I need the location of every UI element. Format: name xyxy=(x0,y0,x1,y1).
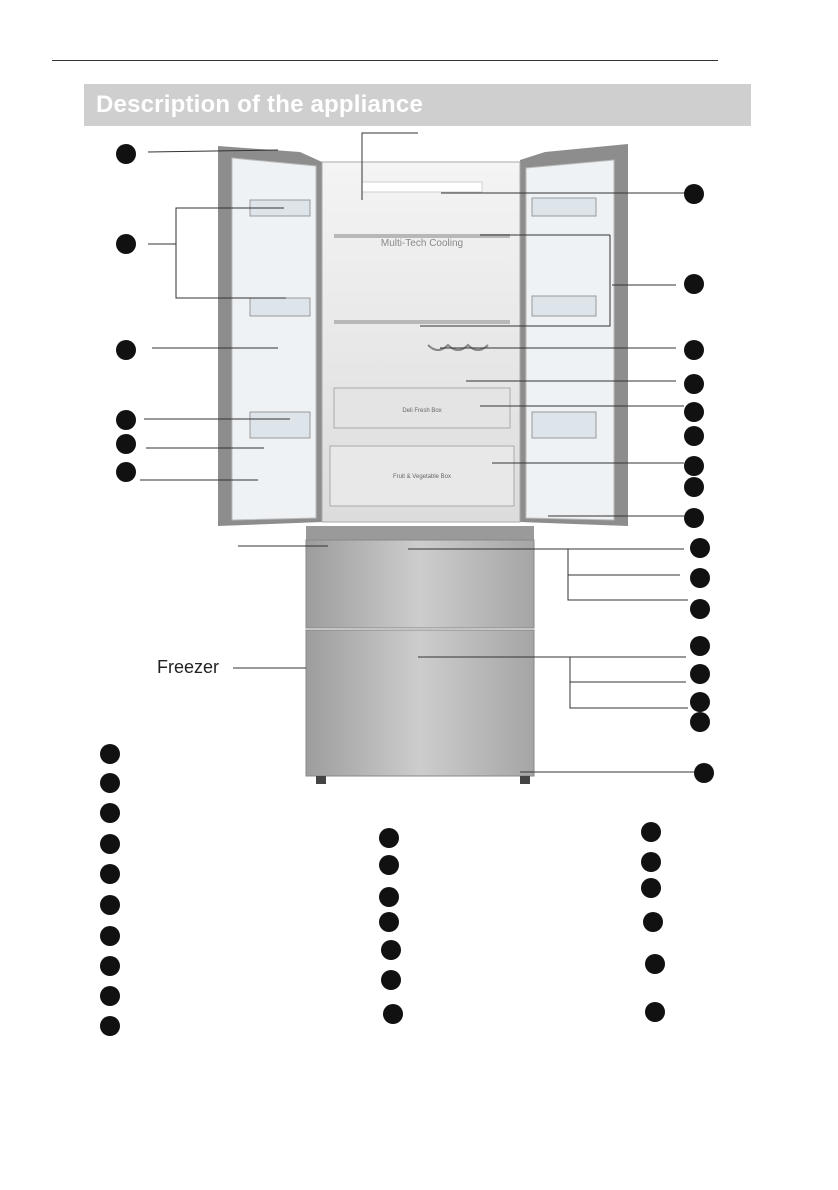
legend-marker xyxy=(381,970,401,990)
legend-marker xyxy=(645,954,665,974)
legend-marker xyxy=(641,878,661,898)
legend-marker xyxy=(641,852,661,872)
legend-marker xyxy=(100,926,120,946)
page-title: Description of the appliance xyxy=(96,91,423,118)
legend-marker xyxy=(641,822,661,842)
middle-drawer xyxy=(306,540,534,628)
callout-marker xyxy=(690,712,710,732)
legend-marker xyxy=(100,744,120,764)
callout-marker xyxy=(684,477,704,497)
right-door-shelf-1 xyxy=(532,198,596,216)
divider-hinge xyxy=(306,526,534,540)
foot-right xyxy=(520,776,530,784)
callout-marker xyxy=(116,234,136,254)
legend-marker xyxy=(100,986,120,1006)
legend-marker xyxy=(100,895,120,915)
left-door xyxy=(218,146,322,526)
legend-marker xyxy=(100,864,120,884)
callout-marker xyxy=(116,434,136,454)
callout-marker xyxy=(116,462,136,482)
right-door-shelf-2 xyxy=(532,296,596,316)
callout-marker xyxy=(684,508,704,528)
fridge-interior xyxy=(322,162,520,522)
right-door xyxy=(520,144,628,526)
legend-marker xyxy=(645,1002,665,1022)
legend-marker xyxy=(100,1016,120,1036)
callout-marker xyxy=(690,636,710,656)
callout-marker xyxy=(116,410,136,430)
freezer-drawer xyxy=(306,630,534,776)
callout-marker xyxy=(690,568,710,588)
callout-marker xyxy=(684,374,704,394)
legend-marker xyxy=(379,855,399,875)
legend-marker xyxy=(379,887,399,907)
callout-marker xyxy=(684,456,704,476)
legend-marker xyxy=(643,912,663,932)
callout-marker xyxy=(684,402,704,422)
legend-marker xyxy=(383,1004,403,1024)
crisper-drawer-text: Fruit & Vegetable Box xyxy=(392,474,452,480)
deli-drawer-text: Deli Fresh Box xyxy=(402,408,442,414)
left-door-shelf-3 xyxy=(250,412,310,438)
callout-marker xyxy=(690,664,710,684)
legend-marker xyxy=(379,828,399,848)
multi-tech-text: Multi-Tech Cooling xyxy=(380,238,464,249)
callout-marker xyxy=(684,184,704,204)
callout-marker xyxy=(690,538,710,558)
right-door-shelf-3 xyxy=(532,412,596,438)
legend-marker xyxy=(100,773,120,793)
callout-marker xyxy=(116,144,136,164)
callout-marker xyxy=(694,763,714,783)
left-door-shelf-2 xyxy=(250,298,310,316)
legend-marker xyxy=(379,912,399,932)
foot-left xyxy=(316,776,326,784)
legend-marker xyxy=(100,956,120,976)
legend-marker xyxy=(381,940,401,960)
callout-marker xyxy=(684,274,704,294)
callout-marker xyxy=(116,340,136,360)
callout-marker xyxy=(684,340,704,360)
legend-marker xyxy=(100,834,120,854)
callout-marker xyxy=(690,692,710,712)
freezer-label: Freezer xyxy=(157,657,220,677)
callout-marker xyxy=(690,599,710,619)
callout-marker xyxy=(684,426,704,446)
legend-marker xyxy=(100,803,120,823)
